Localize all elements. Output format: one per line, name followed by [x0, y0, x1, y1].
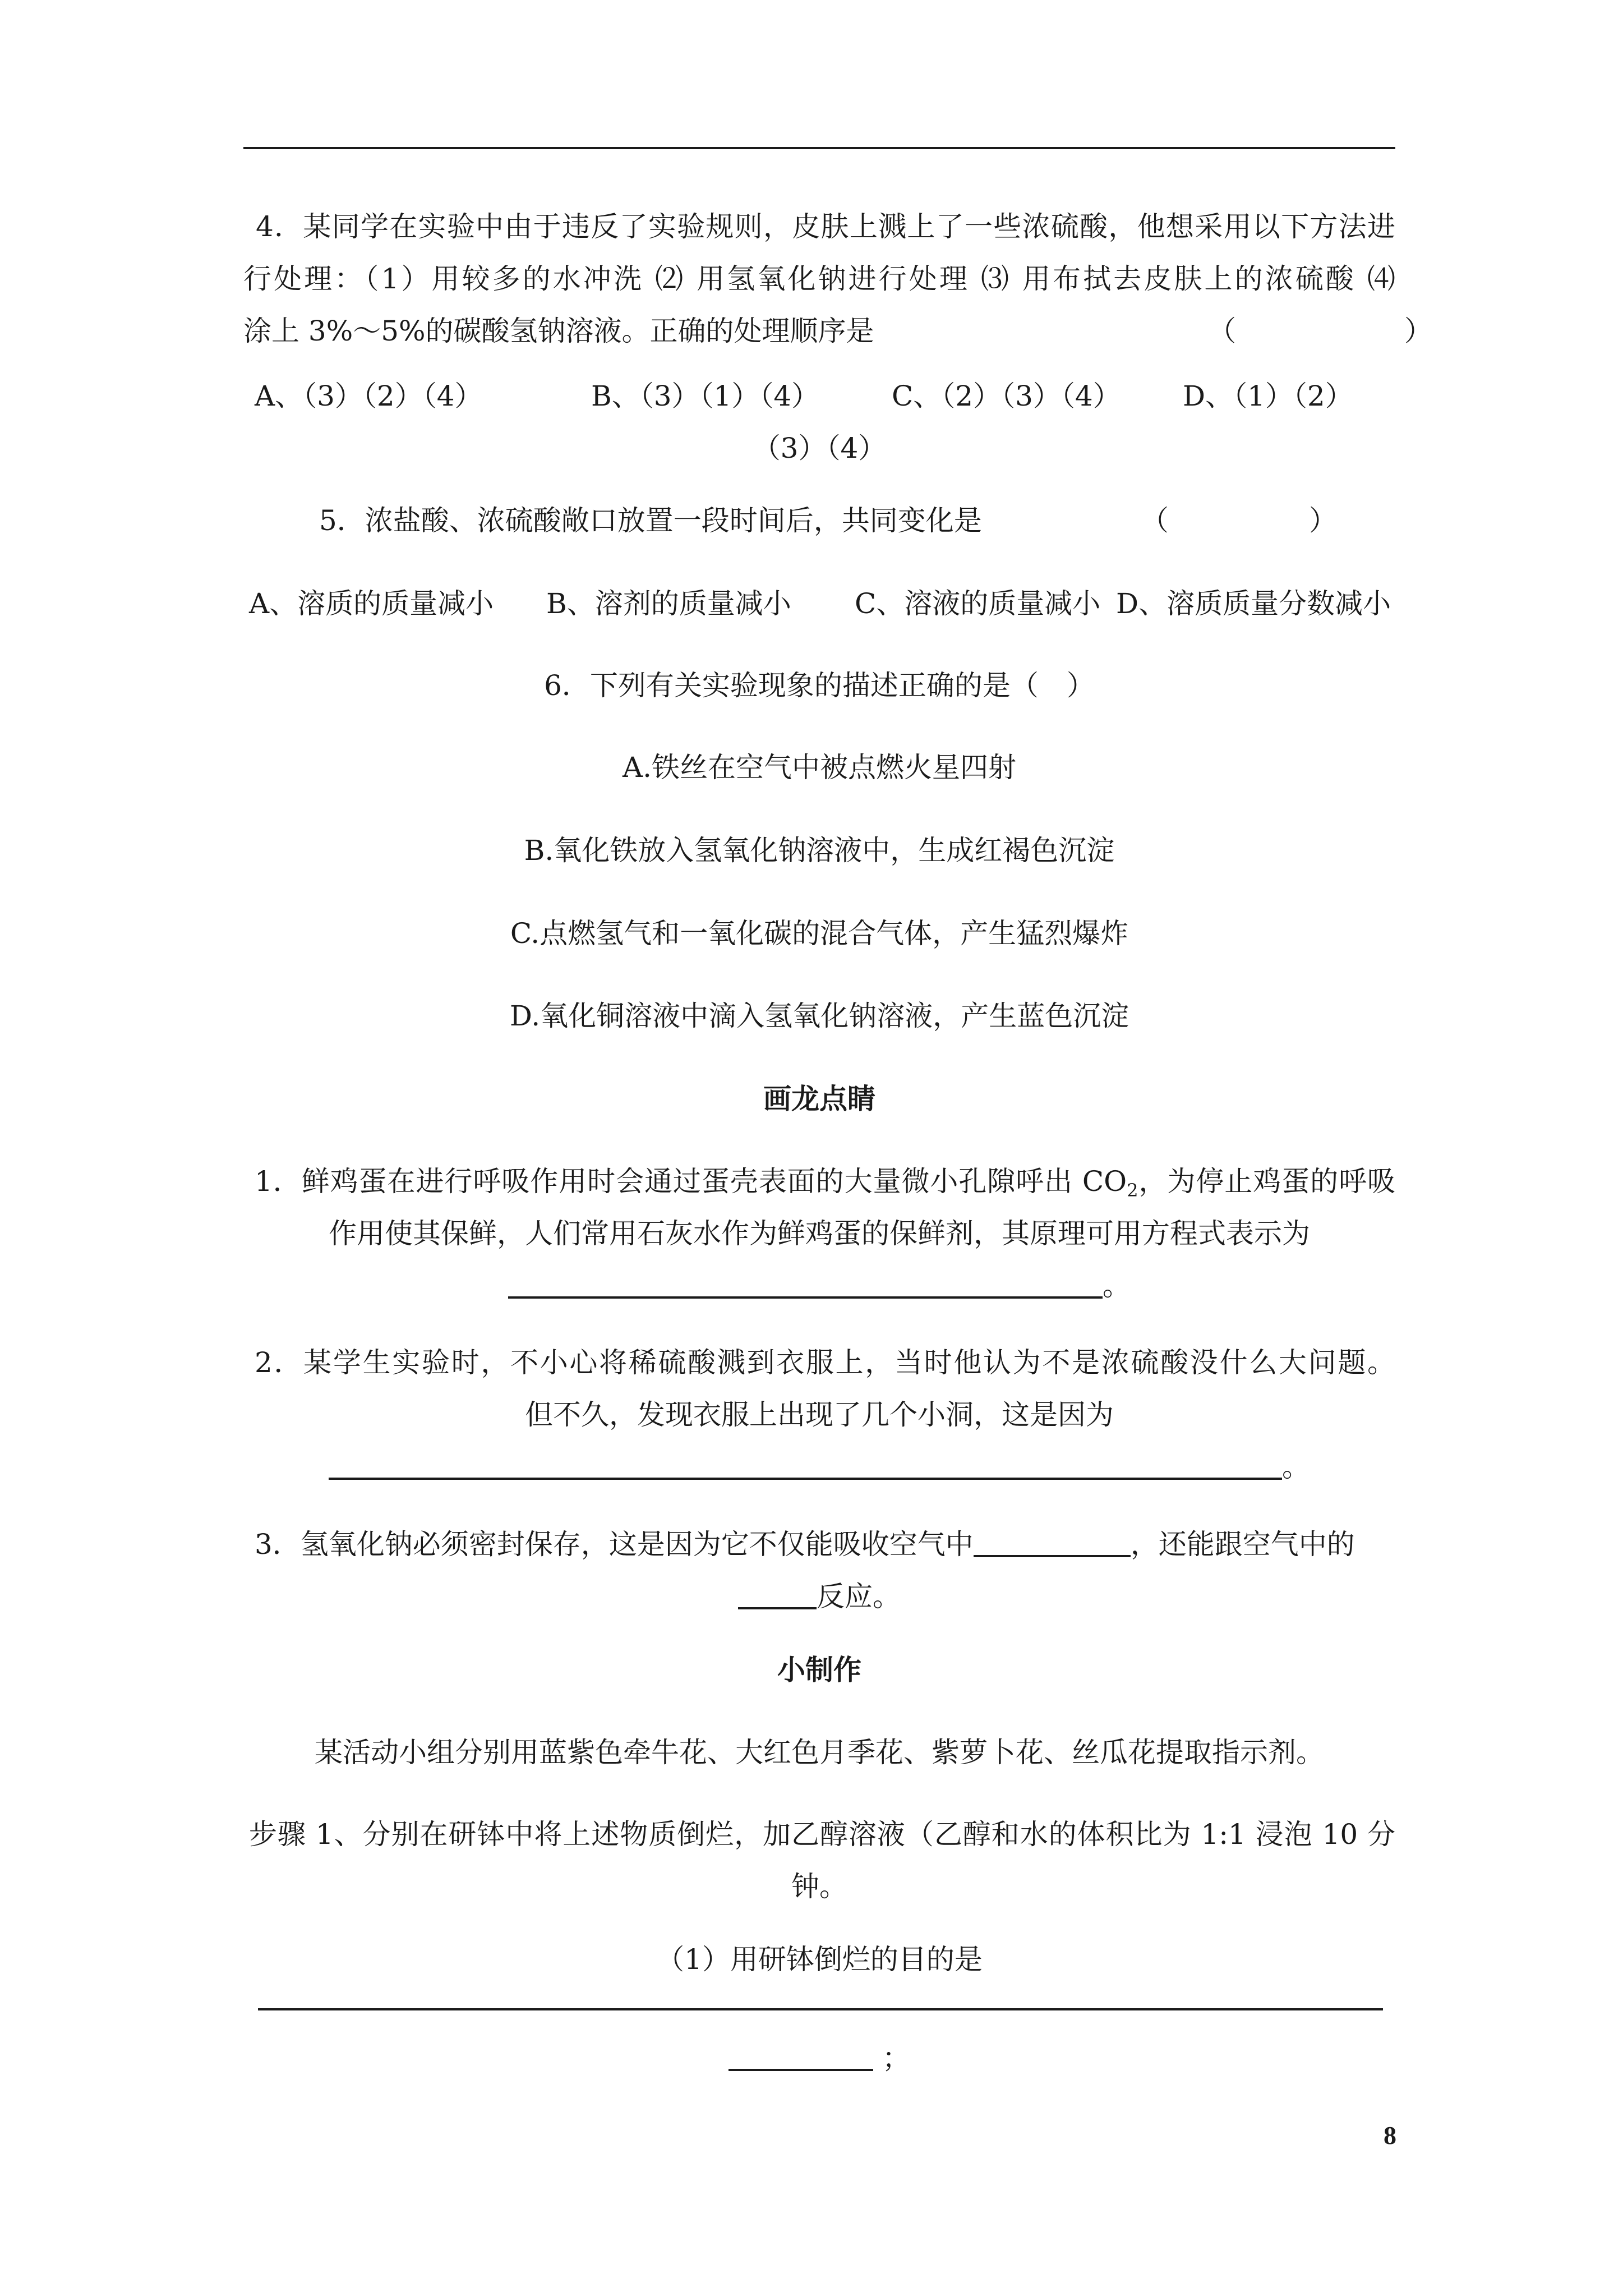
- craft-intro: 某活动小组分别用蓝紫色牵牛花、大红色月季花、紫萝卜花、丝瓜花提取指示剂。: [315, 1736, 1324, 1769]
- option-c: C、溶液的质量减小: [855, 587, 1101, 620]
- fill-question-3: [243, 1519, 1395, 1631]
- option-c: C.点燃氢气和一氧化碳的混合气体，产生猛烈爆炸: [510, 917, 1129, 950]
- option-b: B、（3）（1）（4）: [591, 380, 820, 412]
- craft-step-1-line-2: 钟。: [791, 1870, 847, 1903]
- option-b: B、溶剂的质量减小: [546, 587, 791, 620]
- section-title: 画龙点睛: [763, 1082, 875, 1115]
- fill-question-2-end: 。: [1282, 1451, 1310, 1483]
- craft-step-1: [243, 1809, 1395, 1921]
- craft-sub-question-1-answer: [243, 2032, 1395, 2088]
- fill-question-1-line-1-post: ，为停止鸡蛋的呼吸: [1138, 1165, 1396, 1198]
- question-5-options: [243, 578, 1395, 634]
- question-4-line-1: 4．某同学在实验中由于违反了实验规则，皮肤上溅上了一些浓硫酸，他想采用以下方法进: [256, 210, 1395, 243]
- answer-line[interactable]: [258, 2008, 1383, 2010]
- craft-sub-question-1: （1）用研钵倒烂的目的是: [656, 1943, 983, 1976]
- page-number: 8: [1384, 2121, 1396, 2150]
- fill-question-3-pre: 3．氢氧化钠必须密封保存，这是因为它不仅能吸收空气中: [255, 1528, 974, 1561]
- subscript: 2: [1127, 1180, 1138, 1201]
- answer-blank[interactable]: [728, 2034, 873, 2071]
- fill-question-3-post: ，还能跟空气中的: [1130, 1528, 1355, 1561]
- option-a: A、（3）（2）（4）: [255, 380, 483, 412]
- option-a: A、溶质的质量减小: [249, 587, 494, 620]
- question-5-stem: 5．浓盐酸、浓硫酸敞口放置一段时间后，共同变化是: [319, 504, 982, 537]
- section-title: 小制作: [777, 1653, 861, 1686]
- option-d: D、溶质质量分数减小: [1116, 587, 1391, 620]
- fill-question-1-line-3: [243, 1260, 1395, 1312]
- option-a: A.铁丝在空气中被点燃火星四射: [622, 751, 1016, 784]
- header-rule: [243, 147, 1395, 149]
- fill-question-1-line-2: 作用使其保鲜，人们常用石灰水作为鲜鸡蛋的保鲜剂，其原理可用方程式表示为: [329, 1217, 1310, 1250]
- option-d-continued: （3）（4）: [752, 432, 887, 464]
- answer-blank[interactable]: [508, 1262, 1103, 1299]
- question-4-line-3-text: 涂上 3%～5%的碳酸氢钠溶液。正确的处理顺序是: [243, 315, 874, 347]
- question-6-stem: 6．下列有关实验现象的描述正确的是（ ）: [544, 669, 1095, 702]
- fill-question-2-line-2: 但不久，发现衣服上出现了几个小洞，这是因为: [525, 1398, 1114, 1431]
- question-5: [243, 495, 1395, 551]
- option-d: D.氧化铜溶液中滴入氢氧化钠溶液，产生蓝色沉淀: [509, 1000, 1129, 1032]
- answer-blank[interactable]: [738, 1572, 817, 1609]
- answer-parentheses: （ ）: [1208, 315, 1432, 347]
- fill-question-1-end: 。: [1103, 1269, 1131, 1302]
- question-4-line-3: [243, 305, 1432, 357]
- craft-sub-question-1-end: ；: [882, 2042, 910, 2074]
- option-c: C、（2）（3）（4）: [892, 380, 1121, 412]
- option-d: D、（1）（2）: [1183, 380, 1353, 412]
- question-4: [243, 201, 1432, 369]
- question-4-options: [243, 370, 1395, 482]
- fill-question-3-line-1: [255, 1519, 1395, 1571]
- fill-question-2: [243, 1337, 1395, 1505]
- craft-step-1-line-1: 步骤 1、分别在研钵中将上述物质倒烂，加乙醇溶液（乙醇和水的体积比为 1:1 浸泡 10 分: [249, 1818, 1395, 1851]
- fill-question-1-line-1-pre: 1．鲜鸡蛋在进行呼吸作用时会通过蛋壳表面的大量微小孔隙呼出 CO: [255, 1165, 1127, 1198]
- option-b: B.氧化铁放入氢氧化钠溶液中，生成红褐色沉淀: [524, 834, 1115, 867]
- answer-blank[interactable]: [974, 1520, 1131, 1557]
- fill-question-3-line-2-post: 反应。: [817, 1580, 901, 1613]
- answer-blank[interactable]: [329, 1443, 1282, 1480]
- question-4-line-2: 行处理：（1）用较多的水冲洗 ⑵ 用氢氧化钠进行处理 ⑶ 用布拭去皮肤上的浓硫酸 ⑷: [243, 263, 1395, 295]
- fill-question-2-line-1: 2．某学生实验时，不小心将稀硫酸溅到衣服上，当时他认为不是浓硫酸没什么大问题。: [255, 1346, 1395, 1379]
- answer-parentheses: （ ）: [1141, 504, 1337, 537]
- fill-question-2-line-3: [243, 1441, 1395, 1493]
- fill-question-3-line-2: [243, 1571, 1395, 1623]
- fill-question-1: [243, 1156, 1395, 1324]
